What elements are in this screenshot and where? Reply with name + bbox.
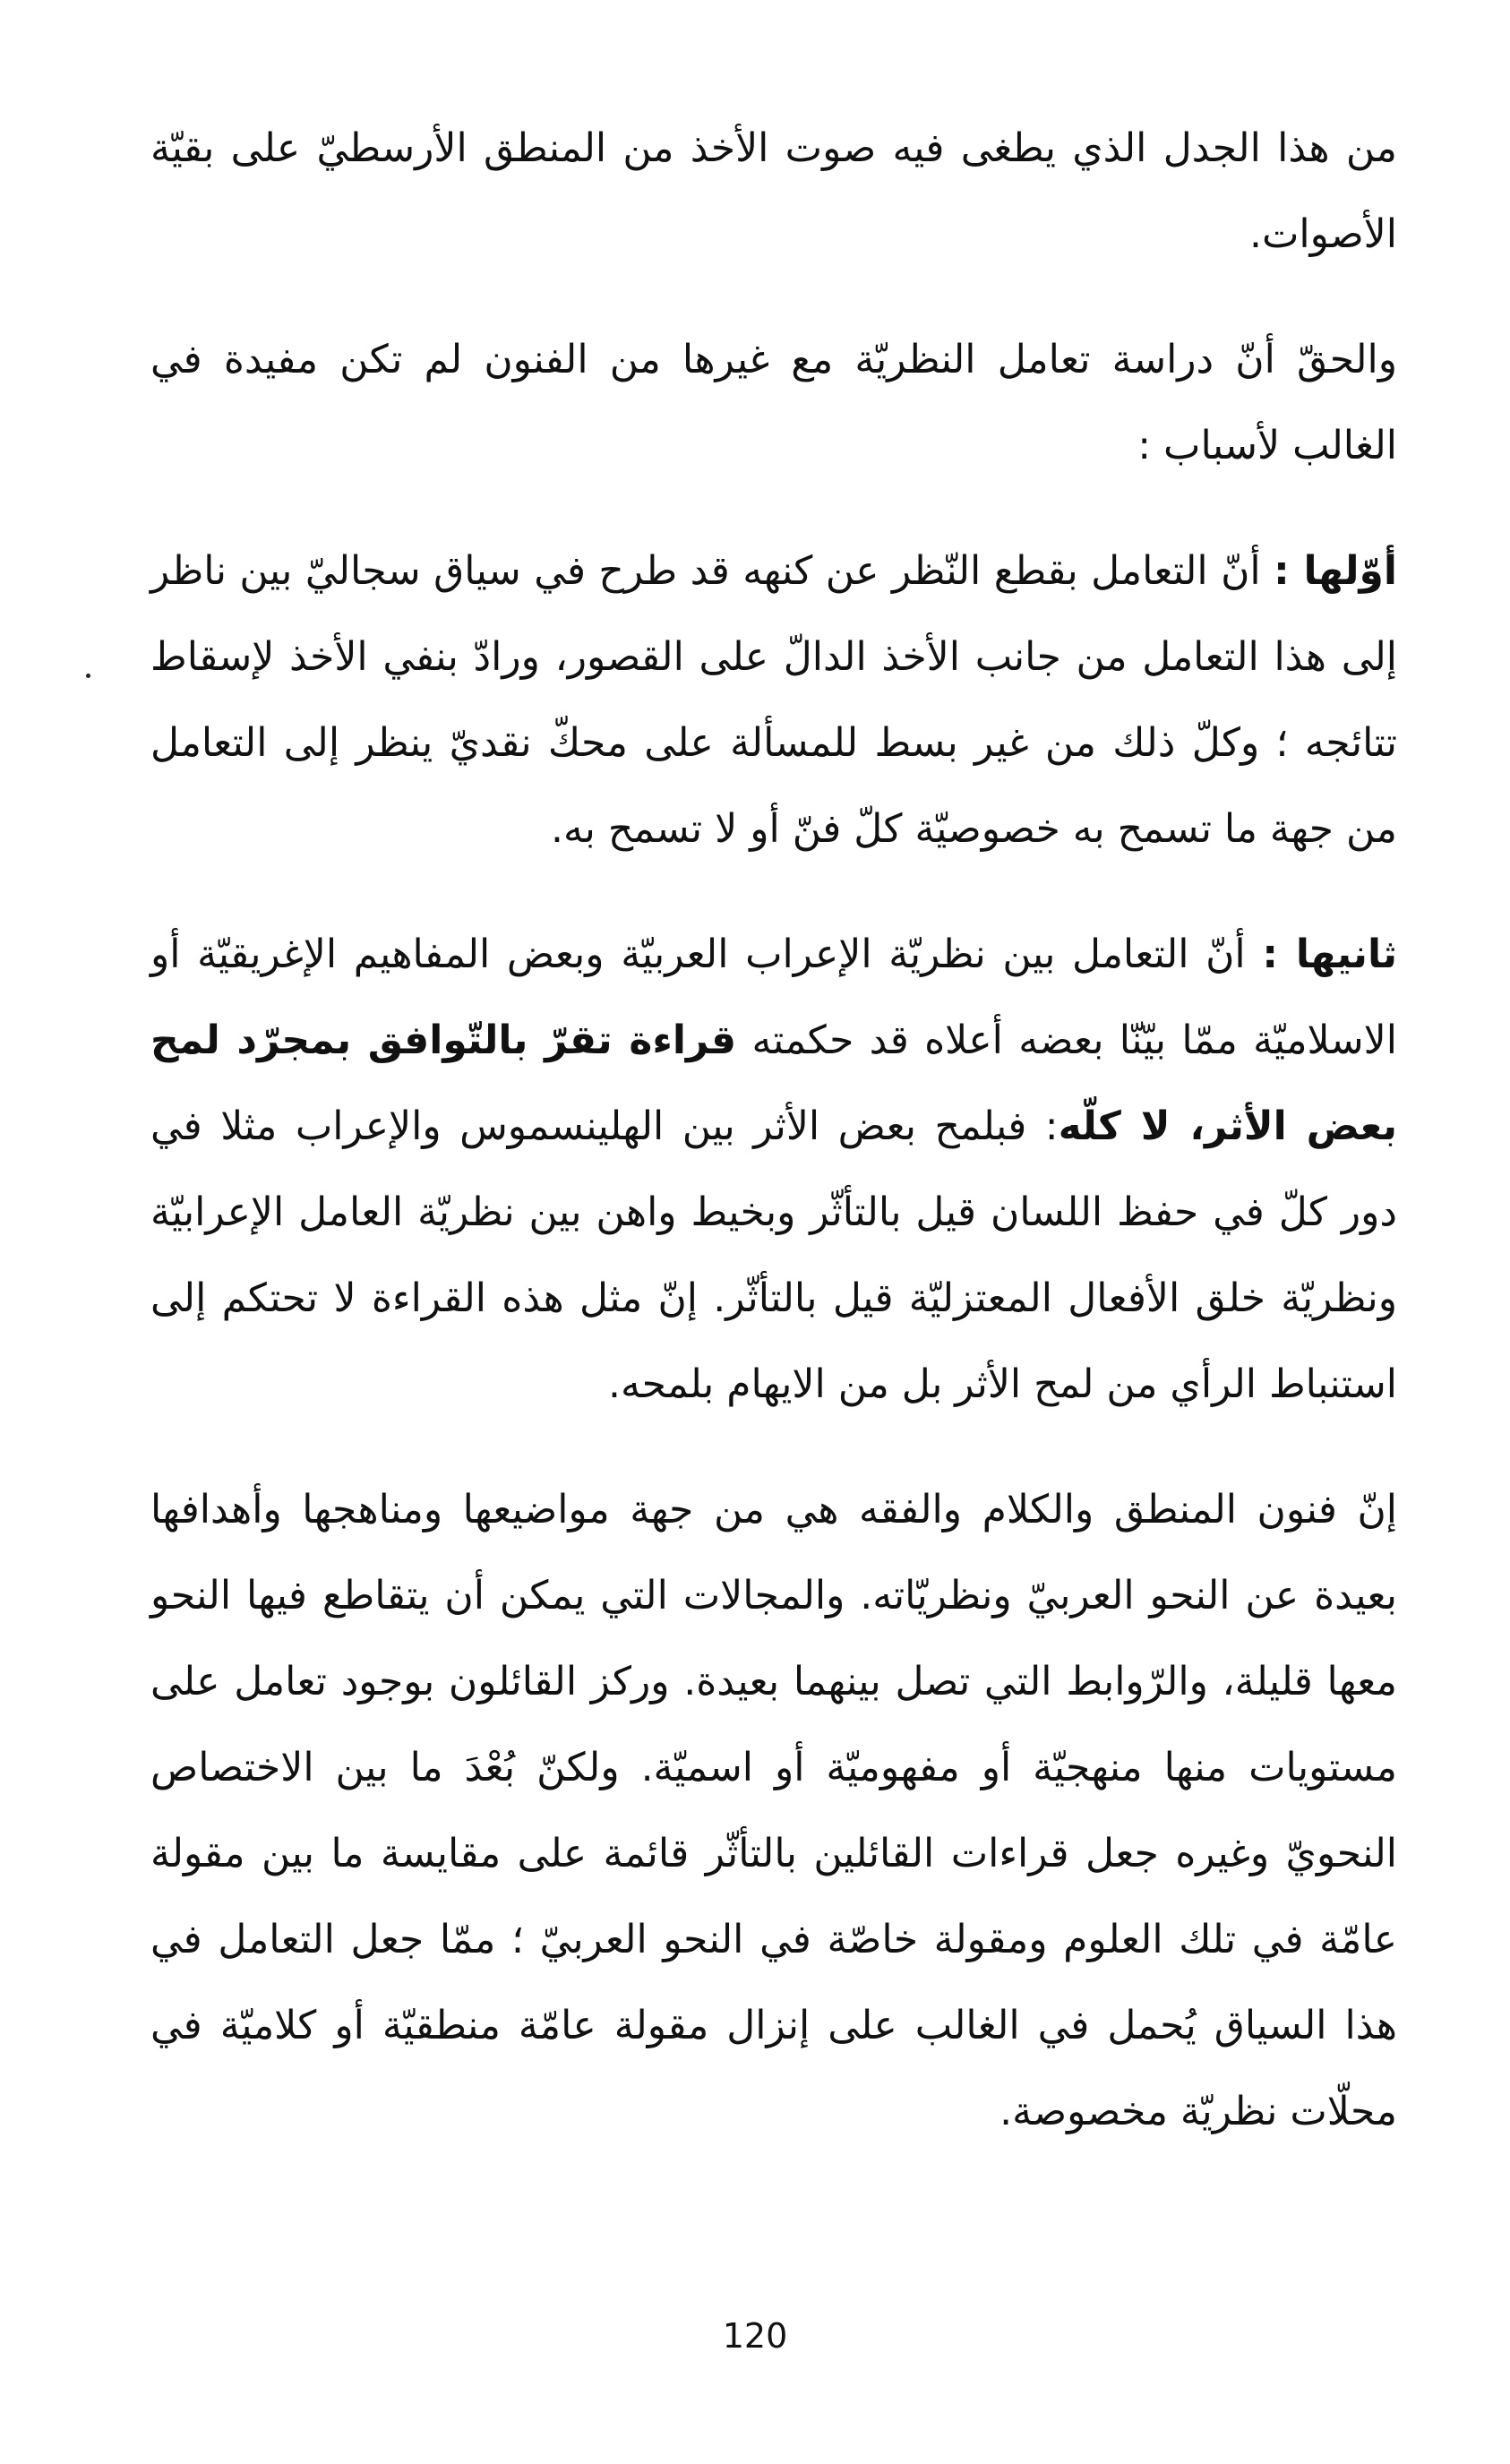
paragraph-3-lead: أوّلها :	[1274, 548, 1397, 594]
paragraph-4-text-a: أنّ التعامل بين نظريّة الإعراب العربيّة وبعض المفاهيم الإغريقيّة أو الاسلاميّة ممّا بيّنّا بعضه أعلاه قد حكمته	[150, 932, 1397, 1063]
paragraph-3	[150, 528, 1397, 872]
paragraph-1-text: من هذا الجدل الذي يطغى فيه صوت الأخذ من المنطق الأرسطيّ على بقيّة الأصوات.	[150, 125, 1397, 257]
paragraph-1	[150, 106, 1397, 278]
paragraph-4-bold-phrase: قراءة تقرّ بالتّوافق بمجرّد لمح بعض الأثر، لا كلّه	[150, 1017, 1397, 1149]
page-number: 120	[722, 2316, 788, 2356]
paragraph-4-lead: ثانيها :	[1262, 932, 1397, 977]
paragraph-2-text: والحقّ أنّ دراسة تعامل النظريّة مع غيرها من الفنون لم تكن مفيدة في الغالب لأسباب :	[150, 337, 1397, 468]
paragraph-3-text: أنّ التعامل بقطع النّظر عن كنهه قد طرح في سياق سجاليّ بين ناظر إلى هذا التعامل من جانب الأخذ الدالّ على القصور، ورادّ بنفي الأخذ لإسقاط تتائجه ؛ وكلّ ذلك من غير بسط للمسألة على محكّ نقديّ ينظر إلى التعامل من جهة ما تسمح به خصوصيّة كلّ فنّ أو لا تسمح به.	[150, 548, 1397, 852]
body-text	[150, 106, 1397, 2155]
paragraph-5	[150, 1467, 1397, 2155]
margin-mark	[86, 674, 90, 678]
paragraph-4-text-b: : فبلمح بعض الأثر بين الهلينسموس والإعراب مثلا في دور كلّ في حفظ اللسان قيل بالتأثّر وبخيط واهن بين نظريّة العامل الإعرابيّة ونظريّة خلق الأفعال المعتزليّة قيل بالتأثّر. إنّ مثل هذه القراءة لا تحتكم إلى استنباط الرأي من لمح الأثر بل من الايهام بلمحه.	[150, 1103, 1397, 1407]
paragraph-2	[150, 317, 1397, 489]
paragraph-5-text: إنّ فنون المنطق والكلام والفقه هي من جهة مواضيعها ومناهجها وأهدافها بعيدة عن النحو العربيّ ونظريّاته. والمجالات التي يمكن أن يتقاطع فيها النحو معها قليلة، والرّوابط التي تصل بينهما بعيدة. وركز القائلون بوجود تعامل على مستويات منها منهجيّة أو مفهوميّة أو اسميّة. ولكنّ بُعْدَ ما بين الاختصاص النحويّ وغيره جعل قراءات القائلين بالتأثّر قائمة على مقايسة ما بين مقولة عامّة في تلك العلوم ومقولة خاصّة في النحو العربيّ ؛ ممّا جعل التعامل في هذا السياق يُحمل في الغالب على إنزال مقولة عامّة منطقيّة أو كلاميّة في محلّات نظريّة مخصوصة.	[150, 1487, 1397, 2134]
paragraph-4	[150, 912, 1397, 1428]
